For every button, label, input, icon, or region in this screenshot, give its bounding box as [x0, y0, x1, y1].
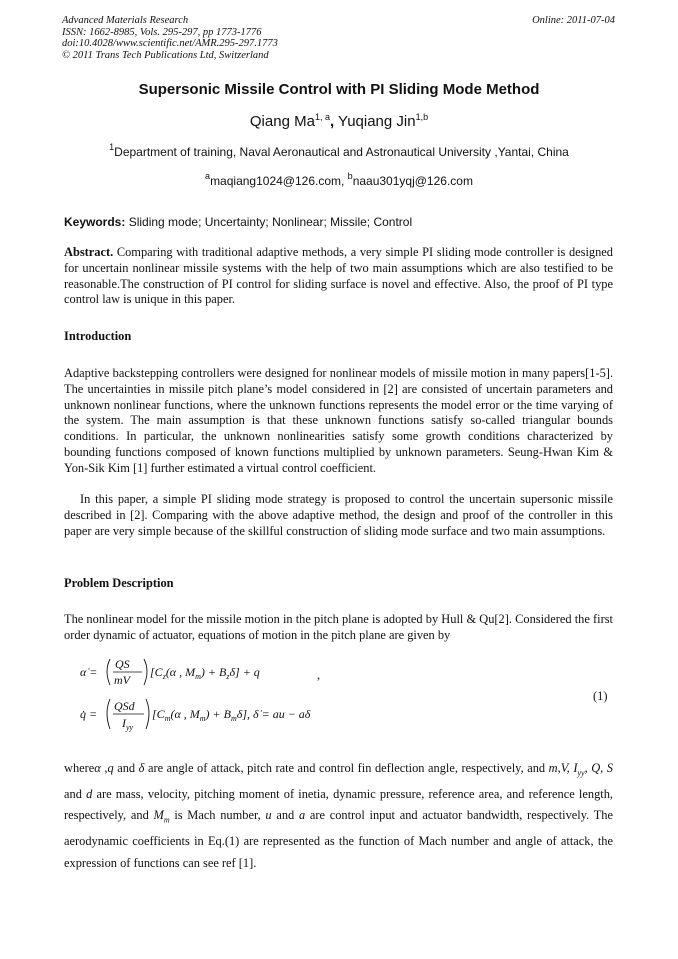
sym-iyy-sub: yy	[577, 768, 585, 778]
author-emails	[0, 171, 678, 188]
author-2: Yuqiang Jin	[334, 113, 416, 130]
sym-u: u	[265, 808, 272, 823]
email-b-sup: b	[347, 171, 353, 181]
sym-mass-group: m,V, I	[548, 761, 578, 775]
where-text-b: ,	[100, 761, 108, 775]
eq1-num: QS	[115, 657, 130, 671]
affiliation-sup: 1	[109, 142, 115, 152]
introduction-paragraph-2: In this paper, a simple PI sliding mode strategy is proposed to control the uncertain supersonic missile described in [2]. Comparing with the above adaptive method, the design and proof of the controller in this paper are very simple because of the skillful construction of sliding mode surface and two main assumptions.	[64, 492, 613, 538]
eq2-sub1: m	[164, 714, 171, 723]
issn-line: ISSN: 1662-8985, Vols. 295-297, pp 1773-1776	[62, 26, 262, 38]
where-text-i: are control input and actuator bandwidth, respectively. The aerodynamic coefficients in Eq.(1) are represented as the function of Mach number and angle of attack, the expression of functions can see ref [1].	[64, 808, 613, 870]
sym-d: d	[86, 786, 93, 801]
abstract-label: Abstract.	[64, 245, 114, 259]
eq2-sub2: m	[199, 714, 206, 723]
keywords	[64, 215, 412, 229]
where-text-h: and	[271, 808, 299, 823]
email-a-sup: a	[205, 171, 211, 181]
where-text-c: and	[113, 761, 139, 775]
author-1: Qiang Ma	[249, 113, 315, 130]
introduction-paragraph-1: Adaptive backstepping controllers were designed for nonlinear models of missile motion in many papers[1-5]. The uncertainties in missile pitch plane’s model considered in [2] are consisted of uncertain parameters and unknown nonlinear functions, where the unknown functions represents the model error or the time varying of the system. The main assumption is that these unknown functions satisfy so-called triangular bounds conditions. In particular, the unknown nonlinearities satisfy some growth conditions characterized by bounding functions composed of known functions multiplied by unknown parameters. Seung-Hwan Kim & Yon-Sik Kim [1] further estimated a virtual control coefficient.	[64, 366, 613, 475]
sym-mach-sub: m	[163, 815, 170, 825]
eq1-paren-left	[107, 659, 110, 685]
author-separator: ,	[329, 113, 335, 130]
journal-name: Advanced Materials Research	[62, 15, 189, 26]
author-2-sup: 1,b	[415, 112, 429, 122]
eq2-end: δ], δ̇ = au − aδ	[236, 707, 311, 721]
online-date: Online: 2011-07-04	[532, 15, 615, 26]
eq1-rhs	[150, 665, 260, 681]
doi-line[interactable]: doi:10.4028/www.scientific.net/AMR.295-297.1773	[62, 38, 278, 49]
eq1-c: [C	[150, 665, 163, 679]
eq2-mid2: ) + B	[205, 707, 231, 721]
equation-comma: ,	[317, 668, 321, 682]
keywords-text: Sliding mode; Uncertainty; Nonlinear; Missile; Control	[125, 215, 413, 229]
email-a[interactable]: maqiang1024@126.com,	[210, 174, 348, 188]
introduction-heading: Introduction	[64, 329, 132, 343]
equation-1	[80, 653, 340, 737]
eq1-mid2: ) + B	[200, 665, 227, 679]
eq2-den-i: I	[122, 716, 126, 730]
where-text-a: where	[64, 761, 95, 775]
email-b[interactable]: naau301yqj@126.com	[352, 174, 473, 188]
sym-alpha: α	[94, 761, 101, 775]
where-text-d: are angle of attack, pitch rate and control fin deflection angle, respectively, and	[144, 761, 549, 775]
eq1-sub1: z	[162, 672, 166, 681]
eq2-num: QSd	[114, 699, 135, 713]
eq1-den: mV	[114, 673, 130, 687]
problem-description-heading: Problem Description	[64, 576, 174, 590]
eq2-lhs: q̇ =	[80, 707, 98, 721]
sym-mach: M	[153, 808, 164, 823]
where-text-g: is Mach number,	[169, 808, 266, 823]
eq2-rhs	[152, 707, 311, 723]
eq1-sub3: z	[226, 672, 230, 681]
problem-description-paragraph: The nonlinear model for the missile motion in the pitch plane is adopted by Hull & Qu[2]. Considered the first order dynamic of actuator, equations of motion in the pitch plane are given by	[64, 612, 613, 642]
eq1-sub2: m	[195, 672, 201, 681]
eq2-paren-left	[107, 699, 110, 729]
keywords-label: Keywords:	[64, 215, 126, 229]
sym-delta: δ	[138, 761, 145, 775]
affiliation	[0, 142, 678, 159]
affiliation-text: Department of training, Naval Aeronautical and Astronautical University ,Yantai, China	[114, 145, 569, 159]
eq2-paren-right	[146, 699, 149, 729]
sym-a: a	[298, 808, 306, 823]
copyright-line: © 2011 Trans Tech Publications Ltd, Switzerland	[62, 49, 269, 61]
sym-q-s: , Q, S	[584, 761, 613, 775]
eq2-mid: (α , M	[170, 707, 200, 721]
where-text-e: and	[64, 786, 87, 801]
eq1-mid: (α , M	[165, 665, 196, 679]
where-text-f: are mass, velocity, pitching moment of inetia, dynamic pressure, reference area, and reference length, respectively, and	[64, 786, 613, 823]
eq2-c: [C	[152, 707, 165, 721]
eq1-lhs: α̇ =	[80, 665, 98, 679]
eq1-paren-right	[144, 659, 147, 685]
sym-q: q	[107, 761, 114, 775]
authors	[0, 113, 678, 130]
eq2-den	[121, 716, 134, 732]
symbol-definitions-paragraph	[64, 758, 613, 874]
eq1-end: δ] + q	[229, 665, 260, 679]
author-1-sup: 1, a	[314, 112, 330, 122]
abstract	[64, 245, 613, 308]
equation-number: (1)	[593, 689, 608, 703]
abstract-text: Comparing with traditional adaptive methods, a very simple PI sliding mode controller is designed for uncertain nonlinear missile systems with the help of two main assumptions which are also testified to be reasonable.The construction of PI control for sliding surface is novel and effective. Also, the proof of PI type control law is unique in this paper.	[64, 245, 613, 307]
paper-title: Supersonic Missile Control with PI Sliding Mode Method	[138, 81, 540, 98]
journal-header	[62, 15, 278, 61]
eq2-den-sub: yy	[126, 723, 134, 732]
eq2-sub3: m	[230, 714, 237, 723]
